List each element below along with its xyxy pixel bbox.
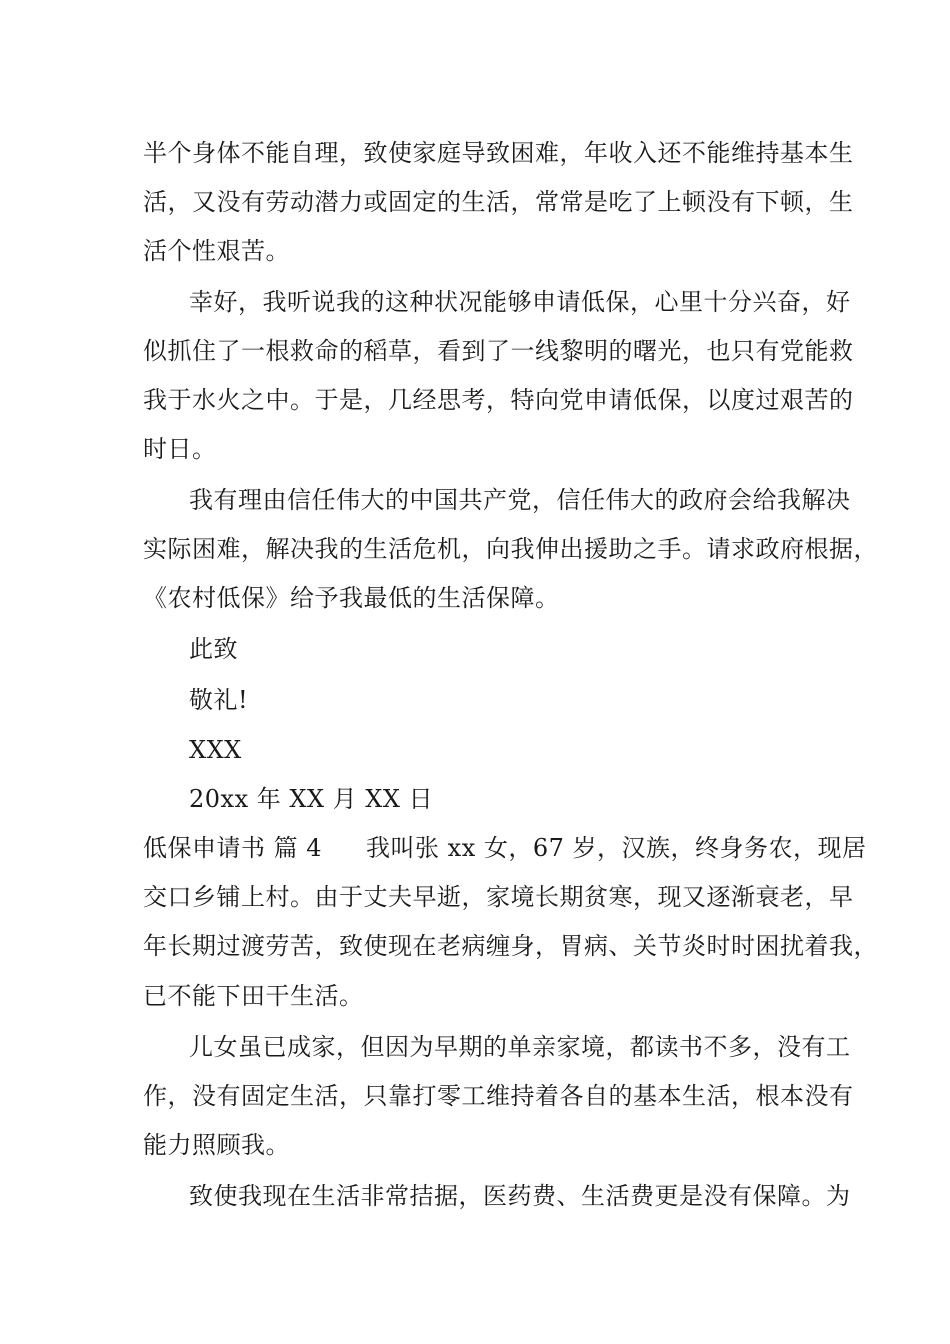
text-line: 我于水火之中。于是，几经思考，特向党申请低保，以度过艰苦的	[143, 386, 854, 414]
section-first-line	[143, 832, 867, 864]
closing-regards: 敬礼!	[189, 686, 249, 714]
text-line: 我叫张 xx 女，67 岁，汉族，终身务农，现居	[366, 834, 867, 862]
text-line: 能力照顾我。	[143, 1131, 290, 1159]
text-line: 我有理由信任伟大的中国共产党，信任伟大的政府会给我解决	[189, 486, 851, 514]
section-heading: 低保申请书 篇 4	[143, 834, 323, 862]
text-line: 作，没有固定生活，只靠打零工维持着各自的基本生活，根本没有	[143, 1082, 854, 1110]
text-line: 半个身体不能自理，致使家庭导致困难，年收入还不能维持基本生	[143, 139, 854, 167]
text-line: 已不能下田干生活。	[143, 982, 364, 1010]
text-line: 致使我现在生活非常拮据，医药费、生活费更是没有保障。为	[189, 1182, 851, 1210]
signature: XXX	[189, 736, 242, 764]
text-line: 交口乡铺上村。由于丈夫早逝，家境长期贫寒，现又逐渐衰老，早	[143, 883, 854, 911]
text-line: 时日。	[143, 435, 217, 463]
text-line: 《农村低保》给予我最低的生活保障。	[143, 584, 560, 612]
text-line: 幸好，我听说我的这种状况能够申请低保，心里十分兴奋，好	[189, 288, 851, 316]
date-line: 20xx 年 XX 月 XX 日	[189, 785, 434, 813]
text-line: 实际困难，解决我的生活危机，向我伸出援助之手。请求政府根据，	[143, 535, 878, 563]
text-line: 似抓住了一根救命的稻草，看到了一线黎明的曙光，也只有党能救	[143, 337, 854, 365]
text-line: 活个性艰苦。	[143, 237, 290, 265]
text-line: 儿女虽已成家，但因为早期的单亲家境，都读书不多，没有工	[189, 1033, 851, 1061]
text-line: 活，又没有劳动潜力或固定的生活，常常是吃了上顿没有下顿，生	[143, 188, 854, 216]
closing-salutation: 此致	[189, 635, 238, 663]
text-line: 年长期过渡劳苦，致使现在老病缠身，胃病、关节炎时时困扰着我，	[143, 932, 878, 960]
